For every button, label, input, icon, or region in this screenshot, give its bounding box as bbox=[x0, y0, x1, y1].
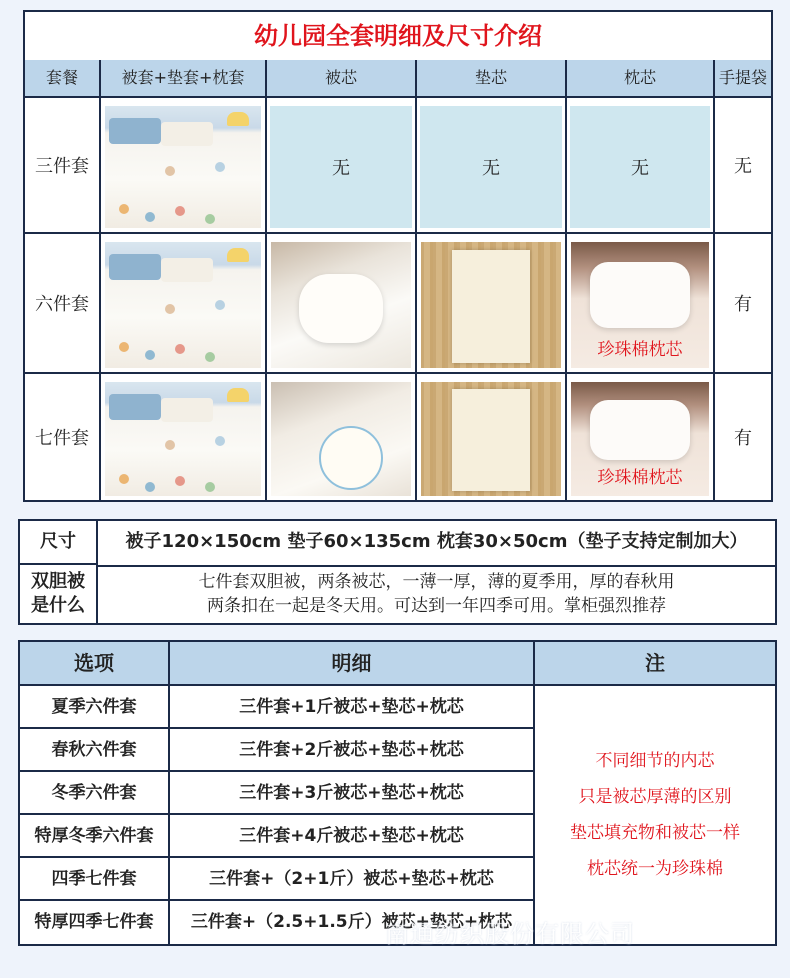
row-3pc-name bbox=[25, 98, 101, 234]
bag-value: 有 bbox=[734, 294, 752, 315]
quilt-core-cell bbox=[267, 374, 417, 500]
option-detail: 三件套+3斤被芯+垫芯+枕芯 bbox=[170, 772, 535, 815]
bag-value: 有 bbox=[734, 428, 752, 449]
double-quilt-image bbox=[271, 382, 411, 496]
size-label: 尺寸 bbox=[20, 521, 98, 565]
double-label-line2: 是什么 bbox=[31, 595, 85, 616]
row-6pc-name bbox=[25, 234, 101, 374]
bag-value: 无 bbox=[734, 156, 752, 177]
header-note: 注 bbox=[535, 642, 775, 686]
mat-core-cell bbox=[417, 98, 567, 234]
option-detail: 三件套+2斤被芯+垫芯+枕芯 bbox=[170, 729, 535, 772]
mat-core-cell bbox=[417, 234, 567, 374]
row-label: 三件套 bbox=[35, 156, 89, 177]
header-bag: 手提袋 bbox=[715, 60, 771, 98]
option-detail: 三件套+1斤被芯+垫芯+枕芯 bbox=[170, 686, 535, 729]
option-name: 特厚冬季六件套 bbox=[20, 815, 170, 858]
double-desc-line2: 两条扣在一起是冬天用。可达到一年四季可用。掌柜强烈推荐 bbox=[207, 596, 666, 616]
bedding-set-image bbox=[105, 242, 261, 368]
double-desc-line1: 七件套双胆被，两条被芯，一薄一厚，薄的夏季用，厚的春秋用 bbox=[198, 572, 675, 592]
size-text: 被子120×150cm 垫子60×135cm 枕套30×50cm（垫子支持定制加大） bbox=[98, 521, 775, 567]
bag-cell bbox=[715, 98, 771, 234]
size-table bbox=[18, 519, 777, 625]
note-line: 不同细节的内芯 bbox=[595, 751, 715, 771]
note-line: 只是被芯厚薄的区别 bbox=[578, 787, 732, 807]
pillow-core-cell bbox=[567, 98, 715, 234]
option-name: 特厚四季七件套 bbox=[20, 901, 170, 944]
page-title: 幼儿园全套明细及尺寸介绍 bbox=[25, 12, 771, 62]
none-text: 无 bbox=[482, 158, 500, 179]
option-detail: 三件套+（2+1斤）被芯+垫芯+枕芯 bbox=[170, 858, 535, 901]
bedding-photo-cell bbox=[101, 98, 267, 234]
header-option: 选项 bbox=[20, 642, 170, 686]
row-label: 六件套 bbox=[35, 294, 89, 315]
pillow-caption: 珍珠棉枕芯 bbox=[597, 340, 683, 360]
header-pillow-core: 枕芯 bbox=[567, 60, 715, 98]
pillow-core-cell bbox=[567, 234, 715, 374]
row-7pc-name bbox=[25, 374, 101, 500]
pillow-core-cell bbox=[567, 374, 715, 500]
option-name: 春秋六件套 bbox=[20, 729, 170, 772]
header-covers: 被套+垫套+枕套 bbox=[101, 60, 267, 98]
watermark: 南通纺织股份有限公司 bbox=[385, 920, 635, 948]
row-label: 七件套 bbox=[35, 428, 89, 449]
package-table bbox=[23, 10, 773, 502]
option-detail: 三件套+（2.5+1.5斤）被芯+垫芯+枕芯 bbox=[170, 901, 535, 944]
double-label-line1: 双胆被 bbox=[31, 571, 85, 592]
bedding-set-image bbox=[105, 382, 261, 496]
none-text: 无 bbox=[631, 158, 649, 179]
mat-core-image bbox=[421, 242, 561, 368]
bag-cell bbox=[715, 234, 771, 374]
option-name: 冬季六件套 bbox=[20, 772, 170, 815]
mat-core-image bbox=[421, 382, 561, 496]
quilt-core-image bbox=[271, 242, 411, 368]
header-mat-core: 垫芯 bbox=[417, 60, 567, 98]
option-detail: 三件套+4斤被芯+垫芯+枕芯 bbox=[170, 815, 535, 858]
bedding-photo-cell bbox=[101, 374, 267, 500]
mat-core-cell bbox=[417, 374, 567, 500]
double-quilt-label bbox=[20, 565, 98, 623]
none-text: 无 bbox=[332, 158, 350, 179]
option-name: 四季七件套 bbox=[20, 858, 170, 901]
bag-cell bbox=[715, 374, 771, 500]
pillow-caption: 珍珠棉枕芯 bbox=[597, 468, 683, 488]
note-line: 垫芯填充物和被芯一样 bbox=[570, 823, 740, 843]
double-quilt-desc bbox=[98, 565, 775, 623]
header-package: 套餐 bbox=[25, 60, 101, 98]
bedding-set-image bbox=[105, 106, 261, 228]
pillow-core-image bbox=[571, 242, 709, 368]
note-line: 枕芯统一为珍珠棉 bbox=[587, 859, 723, 879]
header-detail: 明细 bbox=[170, 642, 535, 686]
pillow-core-image bbox=[571, 382, 709, 496]
option-name: 夏季六件套 bbox=[20, 686, 170, 729]
header-quilt-core: 被芯 bbox=[267, 60, 417, 98]
note-cell bbox=[535, 686, 775, 944]
options-table bbox=[18, 640, 777, 946]
quilt-core-cell bbox=[267, 98, 417, 234]
bedding-photo-cell bbox=[101, 234, 267, 374]
quilt-core-cell bbox=[267, 234, 417, 374]
